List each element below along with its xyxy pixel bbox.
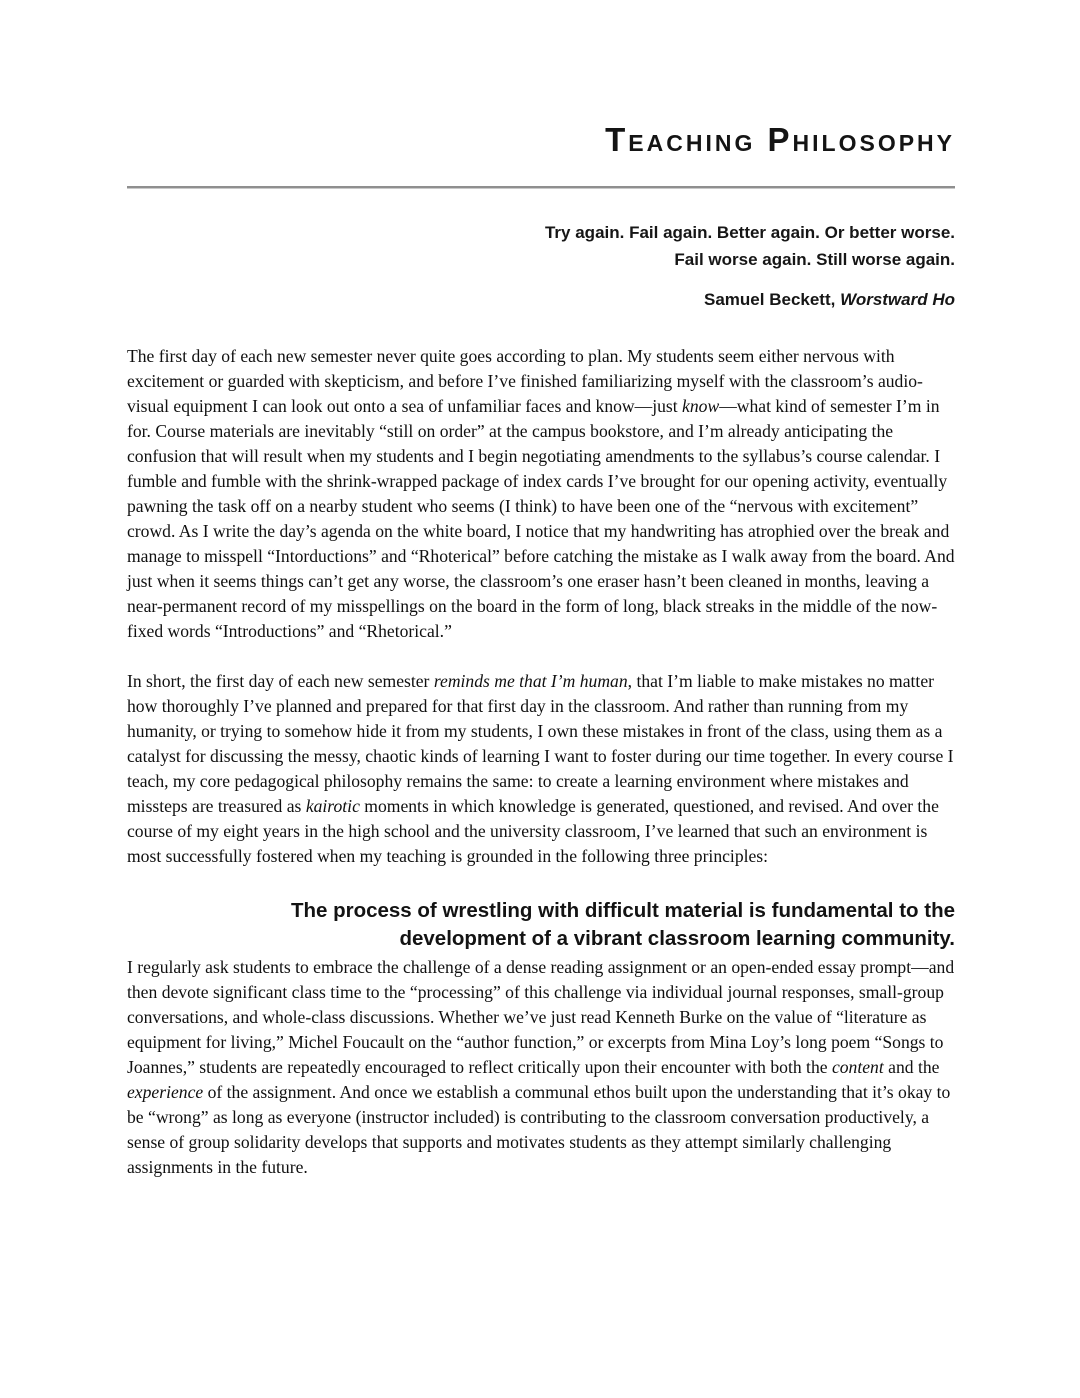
epigraph-line-2: Fail worse again. Still worse again. — [674, 249, 955, 269]
epigraph-attribution — [127, 290, 955, 310]
attribution-author: Samuel Beckett, — [704, 289, 841, 309]
principle-subheading: The process of wrestling with difficult material is fundamental to the development of a vibrant classroom learning community. — [290, 898, 955, 950]
body-paragraph-2: In short, the first day of each new semester reminds me that I’m human, that I’m liable to make mistakes no matter how thoroughly I’ve planned and prepared for that first day in the classroom. And rather than running from my humanity, or trying to somehow hide it from my students, I own these mistakes in front of the class, using them as a catalyst for discussing the messy, chaotic kinds of learning I want to foster during our time together. In every course I teach, my core pedagogical philosophy remains the same: to create a learning environment where mistakes and missteps are treasured as kairotic moments in which knowledge is generated, questioned, and revised. And over the course of my eight years in the high school and the university classroom, I’ve learned that such an environment is most successfully fostered when my teaching is grounded in the following three principles: — [127, 670, 954, 866]
horizontal-rule — [127, 186, 955, 189]
body-paragraph-3: I regularly ask students to embrace the challenge of a dense reading assignment or an open-ended essay prompt—and then devote significant class time to the “processing” of this challenge via individual journal responses, small-group conversations, and whole-class discussions. Whether we’ve just read Kenneth Burke on the value of “literature as equipment for living,” Michel Foucault on the “author function,” or excerpts from Mina Loy’s long poem “Songs to Joannes,” students are repeatedly encouraged to reflect critically upon their encounter with both the content and the experience of the assignment. And once we establish a communal ethos built upon the understanding that it’s okay to be “wrong” as long as everyone (instructor included) is contributing to the classroom conversation productively, a sense of group solidarity develops that supports and motivates students as they attempt similarly challenging assignments in the future. — [127, 956, 955, 1177]
epigraph-line-1: Try again. Fail again. Better again. Or better worse. — [544, 222, 955, 242]
document-body — [127, 344, 955, 1180]
body-paragraph-1: The first day of each new semester never quite goes according to plan. My students seem either nervous with excitement or guarded with skepticism, and before I’ve finished familiarizing myself with the classroom’s audio-visual equipment I can look out onto a sea of unfamiliar faces and know—just know—what kind of semester I’m in for. Course materials are inevitably “still on order” at the campus bookstore, and I’m already anticipating the confusion that will result when my students and I begin negotiating amendments to the syllabus’s course calendar. I fumble and fumble with the shrink-wrapped package of index cards I’ve brought for our opening activity, eventually pawning the task off on a nearby student who seems (I think) to have been one of the “nervous with excitement” crowd. As I write the day’s agenda on the white board, I notice that my handwriting has atrophied over the break and manage to misspell “Intorductions” and “Rhoterical” before catching the mistake as I walk away from the board. And just when it seems things can’t get any worse, the classroom’s one eraser hasn’t been cleaned in months, leaving a near-permanent record of my misspellings on the board in the form of long, black streaks in the middle of the now-fixed words “Introductions” and “Rhetorical.” — [127, 345, 955, 641]
attribution-work-title: Worstward Ho — [840, 289, 955, 309]
page-title: Teaching Philosophy — [605, 121, 955, 158]
epigraph — [127, 219, 955, 273]
